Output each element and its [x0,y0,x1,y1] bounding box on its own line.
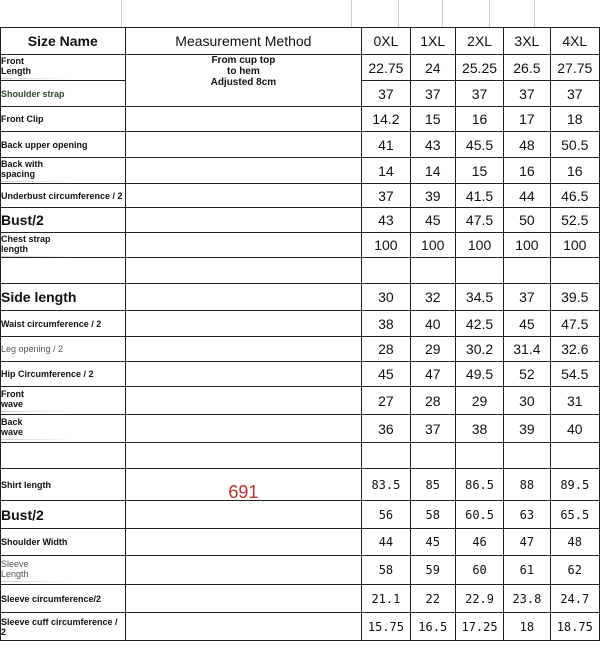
row-label-text: Back with spacing [1,159,44,179]
measurement-method-cell [125,132,362,158]
measurement-method-cell [125,258,362,284]
size-value-cell: 89.5 [550,469,599,501]
table-row [1,613,600,641]
row-label [1,362,126,387]
row-label-text: Underbust circumference / 2 [1,190,123,201]
size-value-cell: 86.5 [455,469,503,501]
size-value-cell: 61 [504,556,550,585]
size-value-cell: 18 [504,613,550,641]
size-value-cell [455,443,503,469]
size-value-cell: 44 [362,529,410,556]
row-label [1,55,126,81]
table-row [1,337,600,362]
smudge-mark [1,181,75,182]
size-value-cell: 37 [504,284,550,311]
header-row [1,28,600,55]
size-value-cell: 38 [362,311,410,337]
size-value-cell [504,443,550,469]
table-row [1,469,600,501]
row-label [1,132,126,158]
row-label [1,107,126,132]
table-row [1,55,600,81]
size-value-cell: 41.5 [455,184,503,208]
smudge-mark [1,439,75,440]
size-value-cell: 22.9 [455,585,503,613]
row-label-text: Bust/2 [1,212,44,228]
table-row [1,362,600,387]
size-value-cell: 15 [455,158,503,184]
size-table-body [1,55,600,641]
size-value-cell: 50 [504,208,550,233]
measurement-method-cell [125,362,362,387]
size-name-header: Size Name [1,28,126,55]
size-value-cell: 15 [410,107,455,132]
size-value-cell: 32.6 [550,337,599,362]
row-label [1,337,126,362]
measurement-method-cell [125,233,362,258]
size-header: 3XL [504,28,550,55]
size-value-cell [550,258,599,284]
size-value-cell: 30 [504,387,550,415]
row-label [1,81,126,107]
row-label [1,311,126,337]
size-value-cell: 40 [410,311,455,337]
size-header: 2XL [455,28,503,55]
size-value-cell: 37 [410,81,455,107]
size-value-cell: 37 [455,81,503,107]
size-value-cell: 45 [410,208,455,233]
size-value-cell: 46.5 [550,184,599,208]
table-row [1,387,600,415]
row-label-text: Side length [1,289,77,305]
size-value-cell: 62 [550,556,599,585]
size-value-cell: 25.25 [455,55,503,81]
size-value-cell: 52 [504,362,550,387]
size-value-cell: 16 [504,158,550,184]
size-value-cell: 22.75 [362,55,410,81]
size-value-cell: 50.5 [550,132,599,158]
size-value-cell: 30.2 [455,337,503,362]
size-value-cell: 88 [504,469,550,501]
measurement-method-cell [125,337,362,362]
size-value-cell: 39.5 [550,284,599,311]
size-value-cell: 31 [550,387,599,415]
table-row [1,556,600,585]
size-value-cell: 45 [410,529,455,556]
size-value-cell: 56 [362,501,410,529]
row-label [1,233,126,258]
size-value-cell: 100 [455,233,503,258]
measurement-method-cell [125,107,362,132]
measurement-method-cell [125,184,362,208]
size-value-cell: 58 [410,501,455,529]
size-value-cell: 14.2 [362,107,410,132]
row-label [1,158,126,184]
row-label [1,529,126,556]
measurement-method-cell [125,556,362,585]
size-value-cell: 16.5 [410,613,455,641]
measurement-method-cell [125,158,362,184]
size-value-cell: 14 [410,158,455,184]
measurement-method-cell [125,387,362,415]
size-value-cell: 47.5 [455,208,503,233]
row-label-text: Chest strap length [1,233,51,254]
size-value-cell: 100 [362,233,410,258]
size-value-cell: 40 [550,415,599,443]
smudge-mark [1,411,75,412]
smudge-mark [1,78,75,79]
size-value-cell: 16 [550,158,599,184]
size-value-cell: 63 [504,501,550,529]
row-label-text: Shoulder Width [1,537,68,547]
row-label [1,387,126,415]
measurement-method-cell [125,501,362,529]
size-value-cell: 83.5 [362,469,410,501]
row-label [1,443,126,469]
row-label-text: Leg opening / 2 [1,344,64,354]
size-value-cell: 24.7 [550,585,599,613]
measurement-method-cell [125,55,362,107]
size-value-cell: 65.5 [550,501,599,529]
measurement-method-cell [125,311,362,337]
size-value-cell: 54.5 [550,362,599,387]
size-value-cell: 30 [362,284,410,311]
row-label [1,284,126,311]
size-value-cell [504,258,550,284]
size-value-cell: 22 [410,585,455,613]
row-label-text: Shirt length [1,479,51,490]
size-value-cell: 100 [410,233,455,258]
row-label-text: Bust/2 [1,506,44,523]
table-row [1,585,600,613]
size-value-cell: 29 [455,387,503,415]
size-value-cell: 24 [410,55,455,81]
size-header: 1XL [410,28,455,55]
row-label-text: Back wave [1,417,24,437]
size-value-cell: 27 [362,387,410,415]
size-value-cell: 58 [362,556,410,585]
table-row [1,415,600,443]
size-table [0,27,600,641]
size-value-cell: 44 [504,184,550,208]
row-label-text: Hip Circumference / 2 [1,369,94,379]
row-label [1,184,126,208]
size-value-cell: 85 [410,469,455,501]
size-value-cell: 52.5 [550,208,599,233]
row-label-text: Front Clip [1,114,44,124]
size-value-cell: 34.5 [455,284,503,311]
size-value-cell: 21.1 [362,585,410,613]
size-value-cell: 37 [362,81,410,107]
size-value-cell: 47 [504,529,550,556]
row-label-text: Front Length [1,56,31,76]
size-value-cell: 47 [410,362,455,387]
table-row [1,258,600,284]
measurement-method-cell [125,208,362,233]
size-value-cell: 18.75 [550,613,599,641]
table-row [1,184,600,208]
size-value-cell: 23.8 [504,585,550,613]
spreadsheet-gridlines [0,0,600,27]
size-value-cell: 43 [362,208,410,233]
row-label-text: Sleeve Length [1,558,29,579]
size-value-cell: 37 [410,415,455,443]
measurement-method-cell [125,613,362,641]
row-label [1,469,126,501]
size-value-cell: 42.5 [455,311,503,337]
table-row [1,529,600,556]
table-row [1,233,600,258]
size-value-cell: 100 [550,233,599,258]
size-value-cell [362,258,410,284]
table-row [1,132,600,158]
size-value-cell: 49.5 [455,362,503,387]
size-value-cell: 36 [362,415,410,443]
row-label-text: Shoulder strap [1,88,65,99]
size-value-cell: 29 [410,337,455,362]
method-note: From cup top to hem Adjusted 8cm [210,55,277,88]
size-value-cell: 60 [455,556,503,585]
size-value-cell: 100 [504,233,550,258]
size-value-cell [410,258,455,284]
size-value-cell: 59 [410,556,455,585]
smudge-mark [1,256,75,257]
row-label [1,556,126,585]
row-label [1,501,126,529]
size-value-cell: 31.4 [504,337,550,362]
size-value-cell: 45 [504,311,550,337]
size-value-cell: 38 [455,415,503,443]
table-row [1,501,600,529]
row-label [1,258,126,284]
size-value-cell: 45.5 [455,132,503,158]
size-value-cell [410,443,455,469]
size-value-cell: 39 [410,184,455,208]
measurement-method-cell [125,443,362,469]
size-header: 4XL [550,28,599,55]
size-value-cell: 16 [455,107,503,132]
size-value-cell: 47.5 [550,311,599,337]
row-label-text: Back upper opening [1,139,88,150]
row-label [1,208,126,233]
row-label-text: Sleeve circumference/2 [1,593,102,604]
size-value-cell: 14 [362,158,410,184]
size-value-cell: 26.5 [504,55,550,81]
size-value-cell: 48 [504,132,550,158]
measurement-method-cell [125,585,362,613]
table-row [1,208,600,233]
size-value-cell: 28 [362,337,410,362]
row-label [1,585,126,613]
size-value-cell: 43 [410,132,455,158]
table-row [1,107,600,132]
measurement-method-cell [125,529,362,556]
row-label [1,415,126,443]
size-value-cell: 37 [362,184,410,208]
size-value-cell: 45 [362,362,410,387]
smudge-mark [1,581,75,582]
size-value-cell: 60.5 [455,501,503,529]
size-value-cell: 46 [455,529,503,556]
size-value-cell [550,443,599,469]
size-value-cell [455,258,503,284]
size-value-cell: 48 [550,529,599,556]
measurement-method-header: Measurement Method [125,28,362,55]
size-value-cell: 37 [550,81,599,107]
size-value-cell: 32 [410,284,455,311]
row-label-text: Front wave [1,389,24,409]
measurement-method-cell: 691 [125,469,362,501]
size-value-cell: 15.75 [362,613,410,641]
size-value-cell: 39 [504,415,550,443]
table-row [1,443,600,469]
row-label-text: Waist circumference / 2 [1,318,102,329]
size-header: 0XL [362,28,410,55]
row-label-text: Sleeve cuff circumference / 2 [1,616,118,637]
size-value-cell [362,443,410,469]
row-label [1,613,126,641]
table-row [1,311,600,337]
size-value-cell: 18 [550,107,599,132]
size-value-cell: 28 [410,387,455,415]
size-value-cell: 27.75 [550,55,599,81]
table-row [1,158,600,184]
measurement-method-cell [125,284,362,311]
measurement-method-cell [125,415,362,443]
size-value-cell: 41 [362,132,410,158]
size-value-cell: 37 [504,81,550,107]
table-row [1,284,600,311]
size-value-cell: 17 [504,107,550,132]
size-value-cell: 17.25 [455,613,503,641]
